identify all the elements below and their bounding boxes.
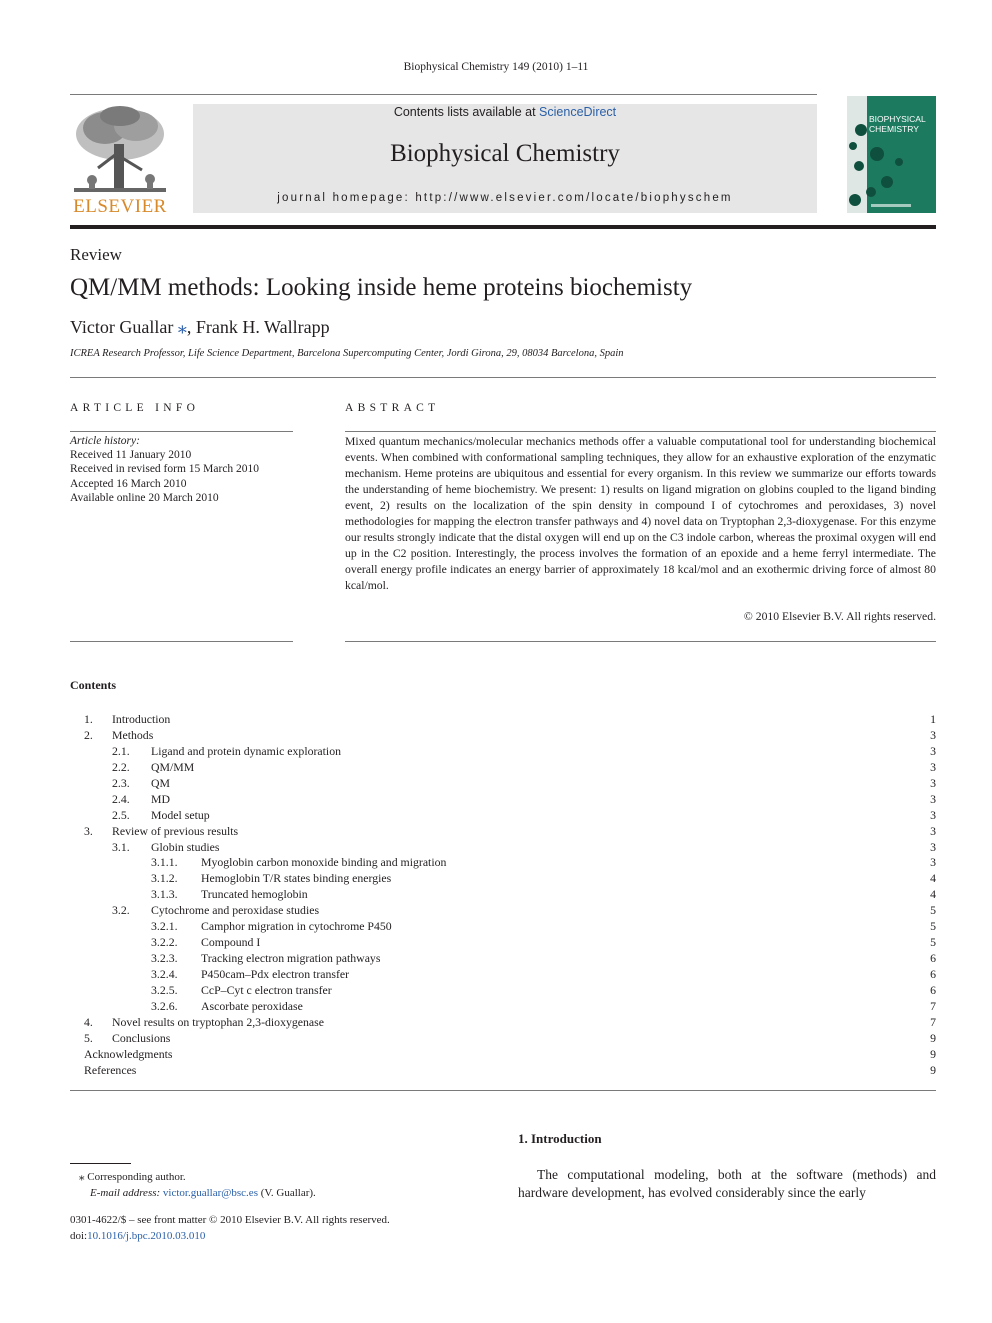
- toc-label: Ascorbate peroxidase: [201, 999, 307, 1013]
- toc-entry[interactable]: [70, 935, 936, 951]
- title-separator: [70, 377, 936, 378]
- toc-page: 9: [930, 1030, 936, 1045]
- toc-entry[interactable]: [70, 983, 936, 999]
- toc-number: 2.2.: [112, 759, 130, 774]
- toc-page: 4: [930, 871, 936, 886]
- doi-prefix: doi:: [70, 1229, 88, 1242]
- toc-label: Compound I: [201, 935, 264, 949]
- contents-available: Contents lists available at ScienceDirect: [393, 105, 617, 119]
- toc-number: 5.: [84, 1030, 93, 1045]
- accepted-date: Accepted 16 March 2010: [70, 477, 187, 490]
- toc-page: 3: [930, 791, 936, 806]
- header-thick-rule: [70, 225, 936, 229]
- toc-label: P450cam–Pdx electron transfer: [201, 967, 353, 981]
- received-date: Received 11 January 2010: [70, 449, 192, 462]
- toc-number: 3.2.: [112, 903, 130, 918]
- toc-page: 6: [930, 982, 936, 997]
- sciencedirect-link[interactable]: ScienceDirect: [539, 105, 617, 119]
- toc-page: 7: [930, 1014, 936, 1029]
- toc-entry[interactable]: [70, 999, 936, 1015]
- toc-label: Tracking electron migration pathways: [201, 951, 384, 965]
- toc-entry[interactable]: [70, 1015, 936, 1031]
- toc-page: 6: [930, 951, 936, 966]
- toc-label: MD: [151, 792, 174, 806]
- affiliation: ICREA Research Professor, Life Science Department, Barcelona Supercomputing Center, Jordi Girona, 29, 08034 Barcelona, Spain: [70, 348, 624, 359]
- toc-page: 3: [930, 855, 936, 870]
- toc-entry[interactable]: [70, 776, 936, 792]
- toc-entry[interactable]: [70, 903, 936, 919]
- toc-label: Myoglobin carbon monoxide binding and migration: [201, 855, 450, 869]
- abstract-bottom-rule: [345, 641, 936, 642]
- toc-number: 3.: [84, 823, 93, 838]
- toc-label: QM/MM: [151, 760, 198, 774]
- contents-heading: Contents: [70, 678, 117, 692]
- toc-entry[interactable]: [70, 951, 936, 967]
- toc-entry[interactable]: [70, 728, 936, 744]
- toc-entry[interactable]: [70, 760, 936, 776]
- toc-page: 5: [930, 903, 936, 918]
- toc-number: 3.2.6.: [151, 998, 178, 1013]
- toc-page: 4: [930, 887, 936, 902]
- toc-entry[interactable]: [70, 855, 936, 871]
- author-wallrapp: , Frank H. Wallrapp: [186, 317, 330, 337]
- history-label: Article history:: [70, 435, 140, 447]
- toc-label: Methods: [112, 728, 157, 742]
- cover-title: BIOPHYSICAL CHEMISTRY: [869, 114, 926, 134]
- corresponding-author-note: Corresponding author.: [87, 1171, 186, 1183]
- header-rule: [70, 94, 817, 95]
- journal-title: Biophysical Chemistry: [390, 140, 620, 167]
- journal-homepage[interactable]: journal homepage: http://www.elsevier.com/locate/biophyschem: [277, 192, 733, 204]
- toc-page: 3: [930, 743, 936, 758]
- toc-number: 2.: [84, 727, 93, 742]
- toc-label: Ligand and protein dynamic exploration: [151, 744, 345, 758]
- corresponding-author-marker[interactable]: ⁎: [177, 317, 187, 337]
- toc-entry[interactable]: [70, 1031, 936, 1047]
- toc-page: 9: [930, 1046, 936, 1061]
- toc-label: CcP–Cyt c electron transfer: [201, 983, 336, 997]
- author-list: [70, 317, 330, 338]
- email-link[interactable]: victor.guallar@bsc.es: [162, 1186, 258, 1199]
- toc-number: 3.1.3.: [151, 887, 178, 902]
- table-of-contents: [70, 712, 936, 1079]
- toc-number: 2.4.: [112, 791, 130, 806]
- toc-number: 2.1.: [112, 743, 130, 758]
- toc-label: Truncated hemoglobin: [201, 887, 312, 901]
- toc-page: 3: [930, 823, 936, 838]
- abstract-copyright: © 2010 Elsevier B.V. All rights reserved.: [743, 610, 936, 623]
- toc-page: 3: [930, 759, 936, 774]
- toc-label: Conclusions: [112, 1031, 174, 1045]
- toc-page: 5: [930, 919, 936, 934]
- article-info-bottom-rule: [70, 641, 293, 642]
- footnote-rule: [70, 1163, 131, 1164]
- elsevier-wordmark: ELSEVIER: [73, 196, 167, 217]
- toc-number: 3.2.3.: [151, 951, 178, 966]
- toc-page: 5: [930, 935, 936, 950]
- toc-entry[interactable]: [70, 792, 936, 808]
- toc-entry[interactable]: [70, 840, 936, 856]
- toc-label: Model setup: [151, 808, 214, 822]
- toc-number: 3.2.2.: [151, 935, 178, 950]
- toc-entry[interactable]: [70, 808, 936, 824]
- toc-number: 2.5.: [112, 807, 130, 822]
- toc-label: Globin studies: [151, 840, 224, 854]
- toc-page: 1: [930, 712, 936, 726]
- toc-label: Hemoglobin T/R states binding energies: [201, 871, 395, 885]
- paper-title: QM/MM methods: Looking inside heme proteins biochemisty: [70, 274, 693, 301]
- issn-line: 0301-4622/$ – see front matter © 2010 Elsevier B.V. All rights reserved.: [70, 1214, 390, 1226]
- introduction-text: The computational modeling, both at the software (methods) and hardware development, has evolved considerably since the early: [518, 1167, 936, 1200]
- online-date: Available online 20 March 2010: [70, 491, 219, 504]
- running-header: Biophysical Chemistry 149 (2010) 1–11: [403, 61, 589, 73]
- toc-entry[interactable]: [70, 967, 936, 983]
- toc-number: 3.1.: [112, 839, 130, 854]
- toc-label: Novel results on tryptophan 2,3-dioxygenase: [112, 1015, 328, 1029]
- toc-number: 3.2.4.: [151, 967, 178, 981]
- toc-entry[interactable]: [70, 1047, 936, 1063]
- toc-number: 1.: [84, 712, 93, 726]
- email-suffix: (V. Guallar).: [257, 1186, 316, 1199]
- contents-separator: [70, 1090, 936, 1091]
- introduction-heading: 1. Introduction: [518, 1131, 602, 1146]
- toc-number: 2.3.: [112, 775, 130, 790]
- toc-entry[interactable]: [70, 919, 936, 935]
- toc-entry[interactable]: [70, 744, 936, 760]
- toc-label: Cytochrome and peroxidase studies: [151, 903, 323, 917]
- toc-page: 3: [930, 727, 936, 742]
- toc-page: 7: [930, 998, 936, 1013]
- email-label: E-mail address:: [90, 1186, 161, 1199]
- toc-label: Review of previous results: [112, 824, 242, 838]
- article-info-heading: ARTICLE INFO: [70, 402, 200, 414]
- toc-label: QM: [151, 776, 174, 790]
- toc-number: 3.1.2.: [151, 871, 178, 886]
- toc-entry[interactable]: [70, 712, 936, 728]
- footnote: [70, 1170, 316, 1201]
- toc-entry[interactable]: [70, 871, 936, 887]
- front-matter: [70, 1213, 390, 1244]
- abstract-rule: [345, 431, 936, 432]
- toc-page: 3: [930, 807, 936, 822]
- revised-date: Received in revised form 15 March 2010: [70, 463, 260, 476]
- toc-entry[interactable]: [70, 824, 936, 840]
- toc-label: Camphor migration in cytochrome P450: [201, 919, 396, 933]
- abstract-heading: ABSTRACT: [345, 402, 440, 414]
- toc-label: Acknowledgments: [84, 1047, 176, 1061]
- abstract-text: Mixed quantum mechanics/molecular mechanics methods offer a valuable computational tool for understanding biochemical events. When combined with conformational sampling techniques, they allow for an exhaustive exploration of the enzymatic mechanism. Heme proteins are ubiquitous and essential for every organism. In this review we summarize our efforts towards the understanding of heme biochemistry. We present: 1) results on ligand migration on globins coupled to the ligand binding event, 2) results on the localization of the spin density in compound I of cytochromes and peroxidases, 3) novel methodologies for mapping the electron transfer pathways and 4) novel data on Tryptophan 2,3-dioxygenase. For this enzyme our results strongly indicate that the distal oxygen will end up on the C3 indole carbon, whereas the proximal oxygen will end up in the C2 position. Interestingly, the process involves the formation of an epoxide and a heme ferryl intermediate. The overall energy profile indicates an energy barrier of approximately 18 kcal/mol and an exothermic driving force of almost 80 kcal/mol.: [345, 435, 936, 592]
- toc-number: 3.1.1.: [151, 855, 178, 870]
- article-history: [70, 434, 259, 505]
- toc-entry[interactable]: [70, 887, 936, 903]
- toc-page: 9: [930, 1062, 936, 1077]
- doi-link[interactable]: 10.1016/j.bpc.2010.03.010: [87, 1229, 206, 1242]
- toc-page: 6: [930, 967, 936, 981]
- article-info-rule: [70, 431, 293, 432]
- toc-page: 3: [930, 775, 936, 790]
- toc-number: 3.2.5.: [151, 982, 178, 997]
- toc-label: References: [84, 1063, 140, 1077]
- toc-number: 3.2.1.: [151, 919, 178, 934]
- author-guallar: Victor Guallar: [70, 317, 174, 337]
- toc-page: 3: [930, 839, 936, 854]
- toc-label: Introduction: [112, 712, 174, 726]
- footnote-marker: ⁎: [79, 1171, 85, 1183]
- toc-number: 4.: [84, 1014, 93, 1029]
- toc-entry[interactable]: [70, 1063, 936, 1079]
- article-type: Review: [70, 245, 122, 264]
